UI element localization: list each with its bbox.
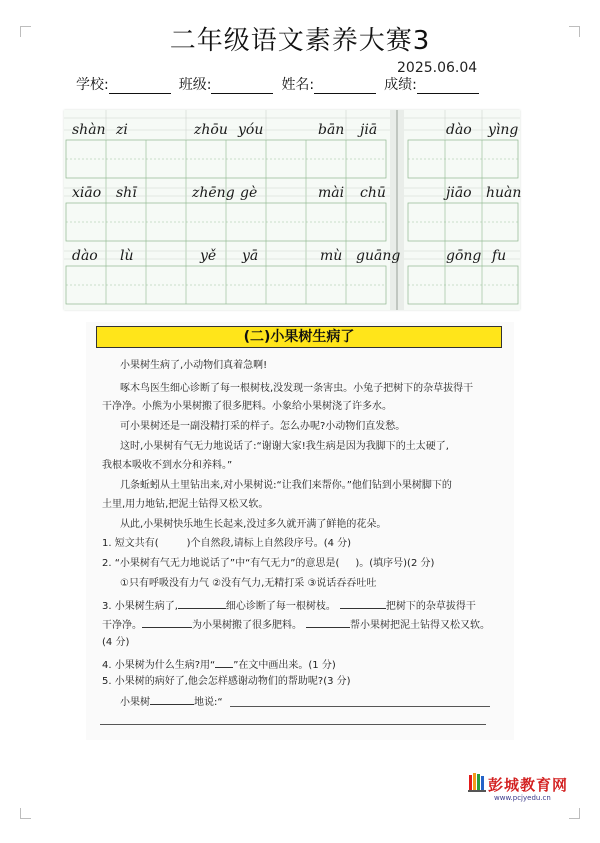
pinyin: yě [200, 248, 217, 264]
pinyin: mù [320, 248, 343, 264]
pinyin: jiā [360, 122, 378, 138]
pinyin: lù [120, 248, 134, 264]
question-3-line2 [102, 617, 490, 632]
question-text: 把树下的杂草拔得干 [385, 601, 476, 612]
question-5: 5. 小果树的病好了,他会怎样感谢动物们的帮助呢?(3 分) [102, 676, 351, 687]
pinyin-grid [64, 110, 520, 310]
question-2-options: ①只有呼吸没有力气 ②没有气力,无精打采 ③说话吞吞吐吐 [120, 578, 377, 589]
passage-line: 土里,用力地钻,把泥土钻得又松又软。 [102, 499, 269, 510]
question-text: 帮小果树把泥土钻得又松又软。 [350, 620, 490, 631]
pinyin: dào [72, 248, 98, 264]
pinyin: shī [116, 185, 137, 201]
question-text: ”在文中画出来。(1 分) [233, 660, 336, 671]
page-title: 二年级语文素养大赛3 [169, 26, 431, 56]
question-text: 小果树 [120, 697, 150, 708]
pinyin: zi [116, 122, 128, 138]
question-text: 3. 小果树生病了, [102, 601, 178, 612]
answer-blank[interactable] [215, 657, 233, 668]
pinyin: guāng [356, 248, 401, 264]
answer-blank[interactable] [178, 598, 226, 609]
exam-date: 2025.06.04 [397, 60, 478, 76]
pinyin: yóu [238, 122, 264, 138]
pinyin: huàn [486, 185, 522, 201]
pinyin: gōng [446, 248, 482, 264]
grid-lines [64, 110, 520, 310]
pinyin: gè [240, 185, 258, 201]
pinyin: fu [492, 248, 507, 264]
score-label: 成绩: [384, 77, 417, 93]
pinyin: chū [360, 185, 386, 201]
section-title: (二)小果树生病了 [96, 326, 502, 348]
class-label: 班级: [178, 77, 212, 93]
question-1 [102, 538, 351, 550]
pinyin: yā [242, 248, 259, 264]
crop-mark-bottom-left [20, 808, 31, 819]
site-url: www.pcjyedu.cn [494, 794, 551, 802]
answer-blank[interactable] [142, 617, 192, 628]
pinyin: bān [318, 122, 345, 138]
pinyin: xiāo [72, 185, 102, 201]
answer-blank[interactable] [150, 694, 194, 705]
class-field[interactable] [211, 77, 273, 94]
question-text: 4. 小果树为什么生病?用“ [102, 660, 216, 671]
name-label: 姓名: [281, 77, 315, 93]
pinyin: jiāo [446, 185, 472, 201]
passage-line: 我根本吸收不到水分和养料。” [102, 460, 233, 471]
question-text: 1. 短文共有( [102, 538, 159, 549]
question-4 [102, 657, 336, 672]
score-field[interactable] [417, 77, 479, 94]
school-label: 学校: [76, 77, 109, 93]
question-text: 地说:“ [194, 697, 223, 708]
school-field[interactable] [109, 77, 171, 94]
pinyin: zhēng [192, 185, 235, 201]
answer-blank[interactable] [340, 598, 386, 609]
passage-line: 干净净。小熊为小果树搬了很多肥料。小象给小果树浇了许多水。 [102, 401, 392, 412]
student-info-row [76, 74, 487, 94]
pinyin: zhōu [194, 122, 228, 138]
question-3 [102, 598, 476, 613]
passage-line: 这时,小果树有气无力地说话了:“谢谢大家!我生病是因为我脚下的土太硬了, [120, 441, 449, 452]
passage-line: 从此,小果树快乐地生长起来,没过多久就开满了鲜艳的花朵。 [120, 519, 387, 530]
pinyin: shàn [72, 122, 106, 138]
passage-line: 几条蚯蚓从土里钻出来,对小果树说:“让我们来帮你。”他们钻到小果树脚下的 [120, 480, 452, 491]
site-logo-text: 彭城教育网 [488, 776, 569, 794]
question-3-score: (4 分) [102, 637, 130, 648]
answer-blank[interactable] [306, 617, 350, 628]
passage-line: 啄木鸟医生细心诊断了每一根树枝,没发现一条害虫。小兔子把树下的杂草拔得干 [120, 383, 474, 394]
book-logo-icon [468, 772, 488, 794]
pinyin: mài [318, 185, 345, 201]
passage-line: 小果树生病了,小动物们真着急啊! [120, 360, 268, 371]
question-5-answer [120, 694, 223, 709]
question-text: 2. “小果树有气无力地说话了”中“有气无力”的意思是( [102, 558, 340, 569]
question-text: 为小果树搬了很多肥料。 [192, 620, 302, 631]
pinyin: yìng [488, 122, 519, 138]
pinyin: dào [446, 122, 472, 138]
question-text: )。(填序号)(2 分) [355, 558, 435, 569]
crop-mark-bottom-right [569, 808, 580, 819]
answer-line[interactable] [230, 706, 490, 707]
question-text: )个自然段,请标上自然段序号。(4 分) [186, 538, 352, 549]
name-field[interactable] [314, 77, 376, 94]
answer-line[interactable] [100, 724, 486, 725]
question-text: 细心诊断了每一根树枝。 [225, 601, 336, 612]
question-2 [102, 558, 434, 570]
passage-line: 可小果树还是一副没精打采的样子。怎么办呢?小动物们直发愁。 [120, 421, 406, 432]
question-text: 干净净。 [102, 620, 142, 631]
